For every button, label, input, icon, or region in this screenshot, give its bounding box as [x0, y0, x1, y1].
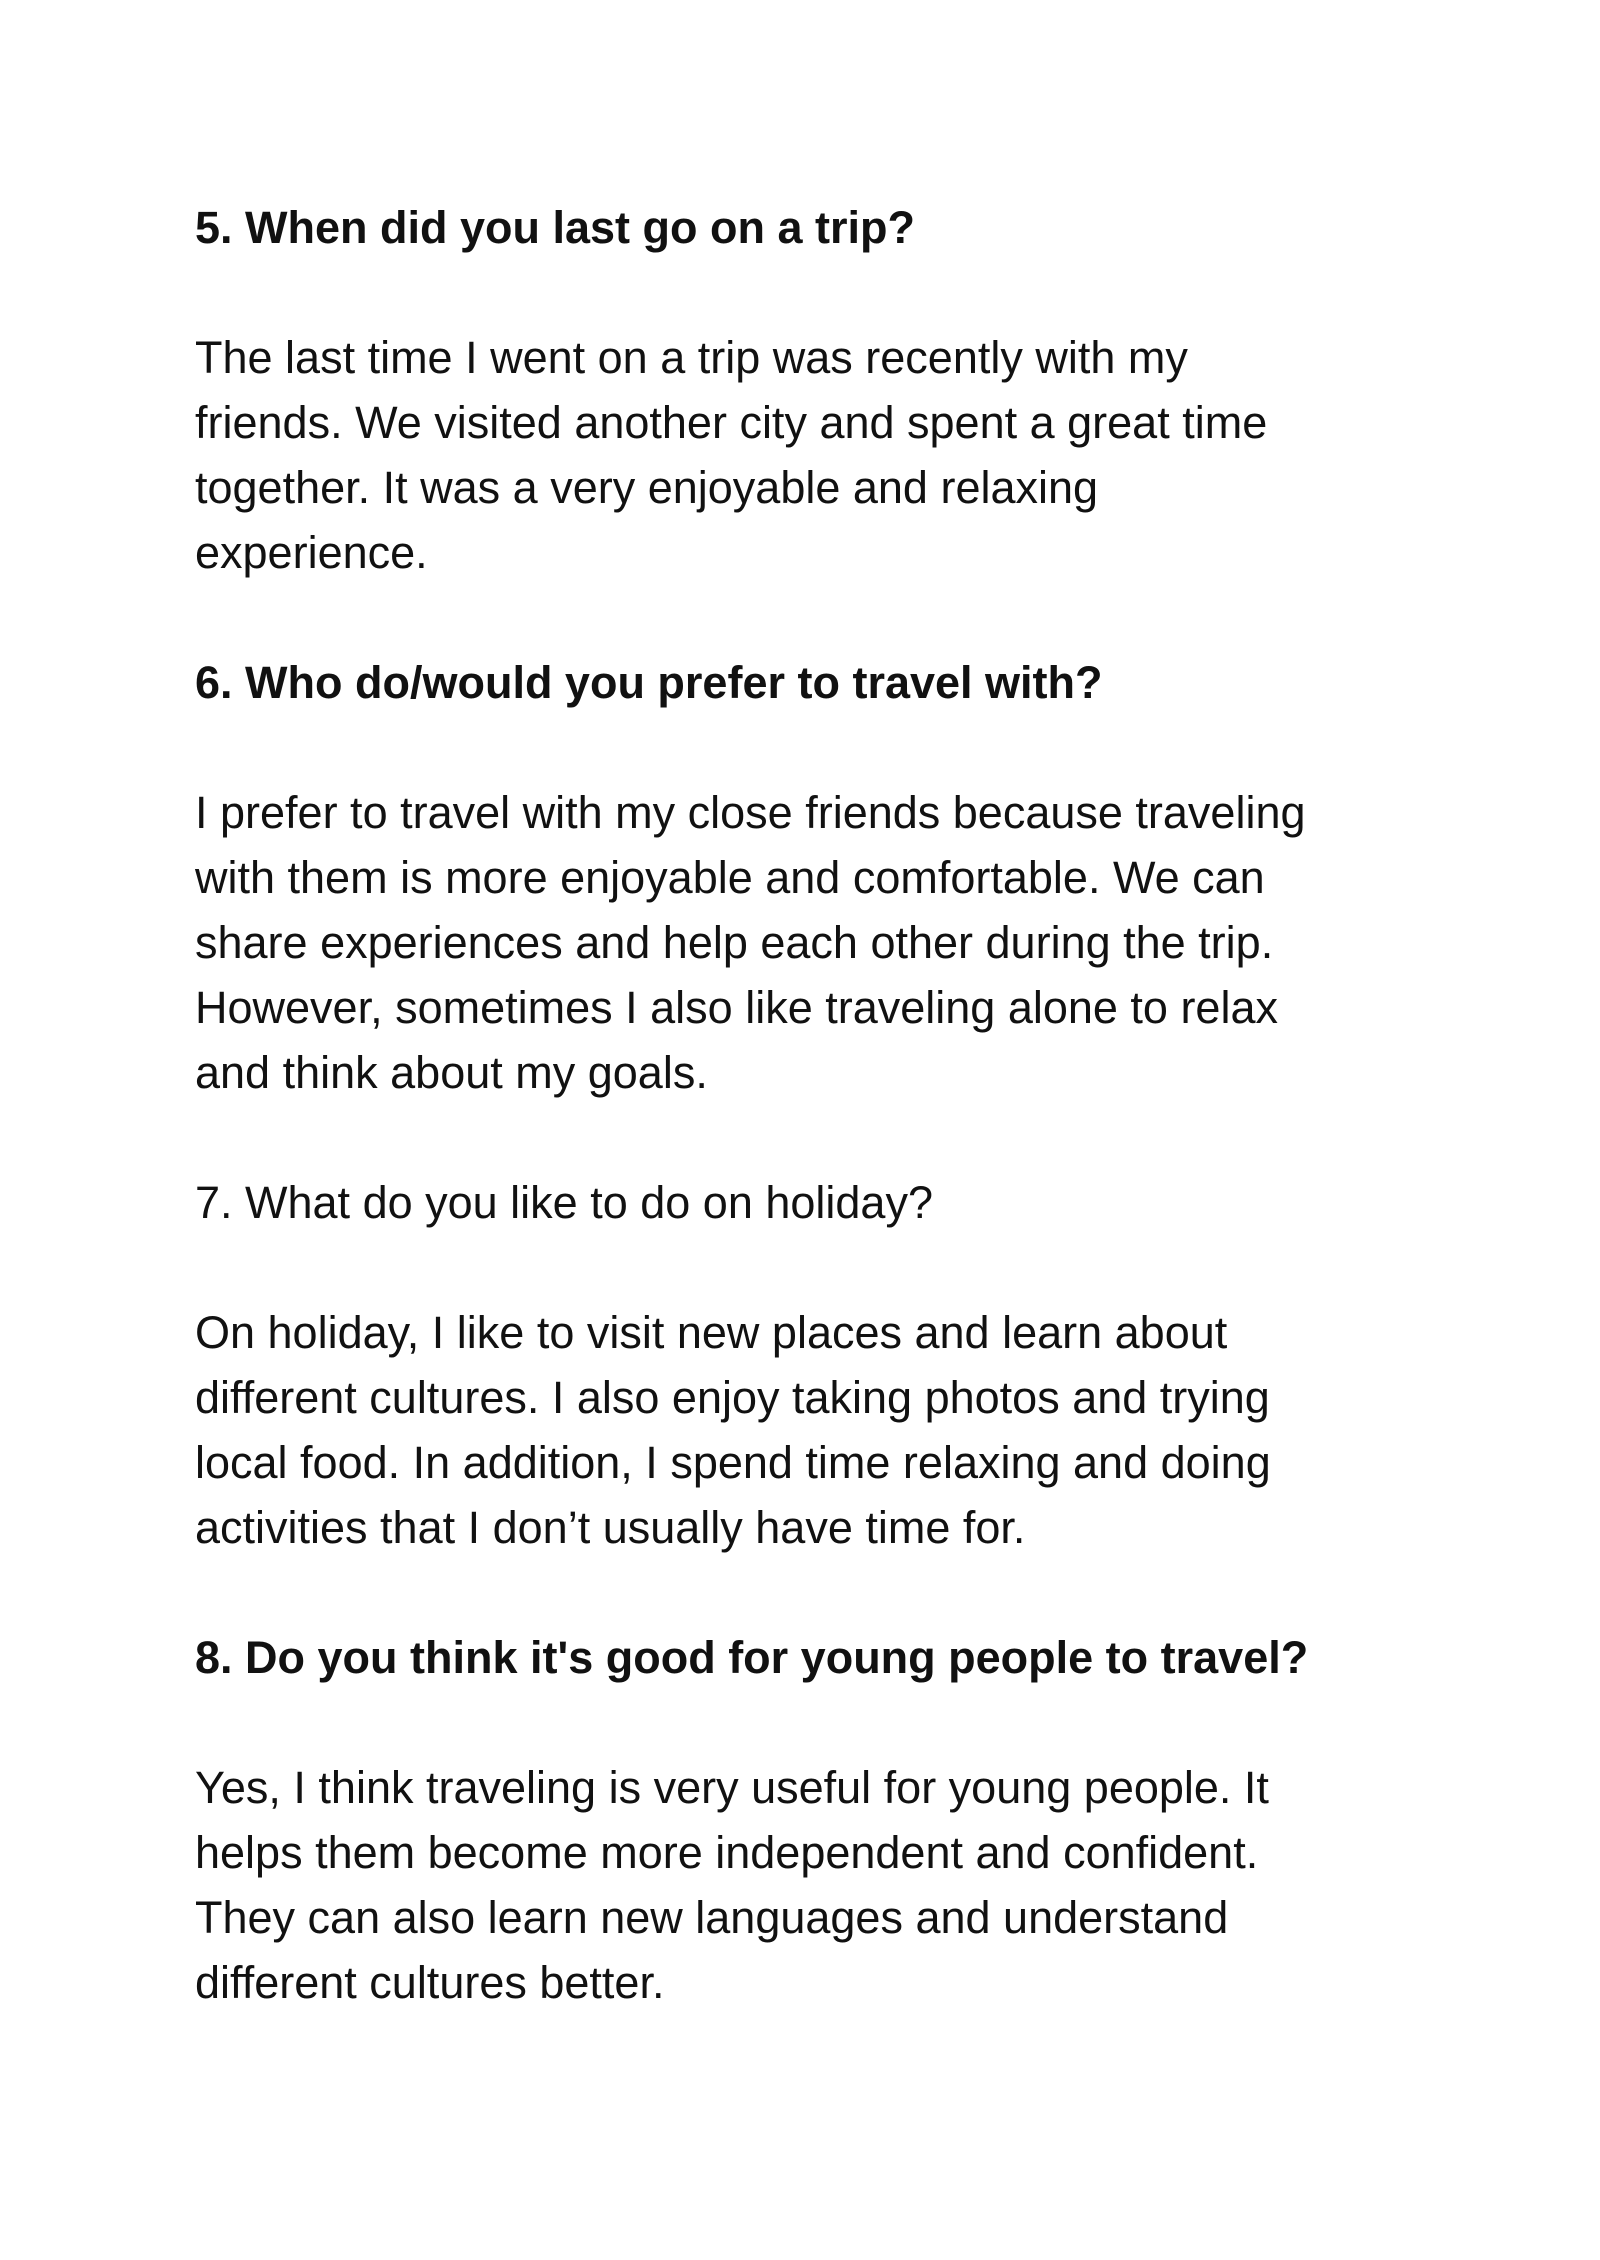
answer-line: different cultures better.: [195, 1957, 665, 2008]
answer-5: [195, 325, 1455, 585]
answer-line: helps them become more independent and confident.: [195, 1827, 1259, 1878]
answer-line: Yes, I think traveling is very useful for young people. It: [195, 1762, 1269, 1813]
spacer: [195, 1560, 1455, 1625]
answer-line: local food. In addition, I spend time relaxing and doing: [195, 1437, 1271, 1488]
question-5: 5. When did you last go on a trip?: [195, 202, 915, 253]
qa-section-6: [195, 650, 1455, 1170]
answer-8: [195, 1755, 1455, 2015]
answer-line: However, sometimes I also like traveling alone to relax: [195, 982, 1278, 1033]
spacer: [195, 1235, 1455, 1300]
answer-line: together. It was a very enjoyable and relaxing: [195, 462, 1099, 513]
answer-line: friends. We visited another city and spent a great time: [195, 397, 1268, 448]
answer-line: The last time I went on a trip was recently with my: [195, 332, 1188, 383]
answer-line: with them is more enjoyable and comfortable. We can: [195, 852, 1265, 903]
question-8: 8. Do you think it's good for young people to travel?: [195, 1632, 1309, 1683]
answer-line: I prefer to travel with my close friends because traveling: [195, 787, 1306, 838]
answer-line: different cultures. I also enjoy taking photos and trying: [195, 1372, 1270, 1423]
answer-line: They can also learn new languages and understand: [195, 1892, 1229, 1943]
spacer: [195, 715, 1455, 780]
answer-7: [195, 1300, 1455, 1560]
question-7: 7. What do you like to do on holiday?: [195, 1177, 933, 1228]
qa-section-7: [195, 1170, 1455, 1625]
spacer: [195, 585, 1455, 650]
answer-6: [195, 780, 1455, 1105]
answer-line: On holiday, I like to visit new places and learn about: [195, 1307, 1228, 1358]
answer-line: share experiences and help each other during the trip.: [195, 917, 1274, 968]
answer-line: activities that I don’t usually have time for.: [195, 1502, 1026, 1553]
qa-section-8: [195, 1625, 1455, 2015]
answer-line: experience.: [195, 527, 428, 578]
spacer: [195, 1105, 1455, 1170]
spacer: [195, 1690, 1455, 1755]
qa-section-5: [195, 195, 1455, 650]
question-6: 6. Who do/would you prefer to travel with?: [195, 657, 1103, 708]
spacer: [195, 260, 1455, 325]
document-content: [195, 195, 1455, 2015]
answer-line: and think about my goals.: [195, 1047, 708, 1098]
